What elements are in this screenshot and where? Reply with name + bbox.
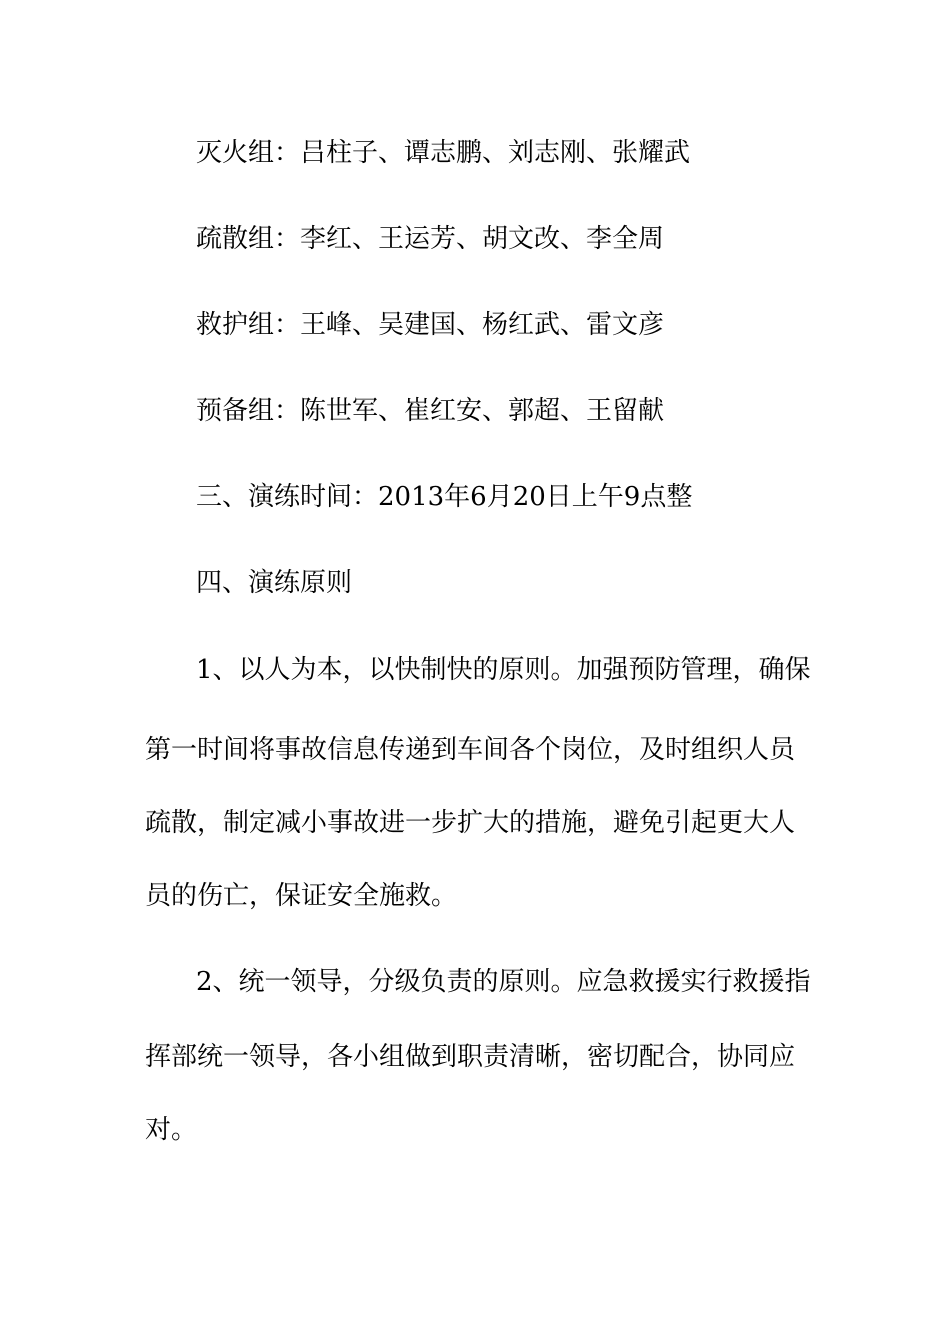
group-members: 王峰、吴建国、杨红武、雷文彦	[300, 310, 665, 340]
section-drill-time: 三、演练时间：2013年6月20日上午9点整	[196, 482, 693, 512]
group-rescue	[196, 308, 856, 342]
principle-1-line-4: 员的伤亡，保证安全施救。	[145, 881, 458, 911]
group-fire	[196, 136, 856, 170]
principle-1-line-2: 第一时间将事故信息传递到车间各个岗位，及时组织人员	[145, 735, 796, 765]
principle-2-line-2: 挥部统一领导，各小组做到职责清晰，密切配合，协同应	[145, 1042, 796, 1072]
group-members: 陈世军、崔红安、郭超、王留献	[300, 396, 665, 426]
group-reserve	[196, 394, 856, 428]
group-label: 预备组：	[196, 396, 301, 426]
section-drill-principles-title: 四、演练原则	[196, 568, 353, 598]
group-evacuation	[196, 222, 856, 256]
group-members: 吕柱子、谭志鹏、刘志刚、张耀武	[300, 138, 691, 168]
principle-1-line-3: 疏散，制定减小事故进一步扩大的措施，避免引起更大人	[145, 808, 796, 838]
group-members: 李红、王运芳、胡文改、李全周	[300, 224, 665, 254]
group-label: 救护组：	[196, 310, 301, 340]
principle-2-line-1: 2、统一领导，分级负责的原则。应急救援实行救援指	[196, 967, 811, 997]
group-label: 灭火组：	[196, 138, 301, 168]
principle-1-line-1: 1、以人为本，以快制快的原则。加强预防管理，确保	[196, 655, 811, 685]
group-label: 疏散组：	[196, 224, 301, 254]
principle-2-line-3: 对。	[145, 1115, 198, 1145]
